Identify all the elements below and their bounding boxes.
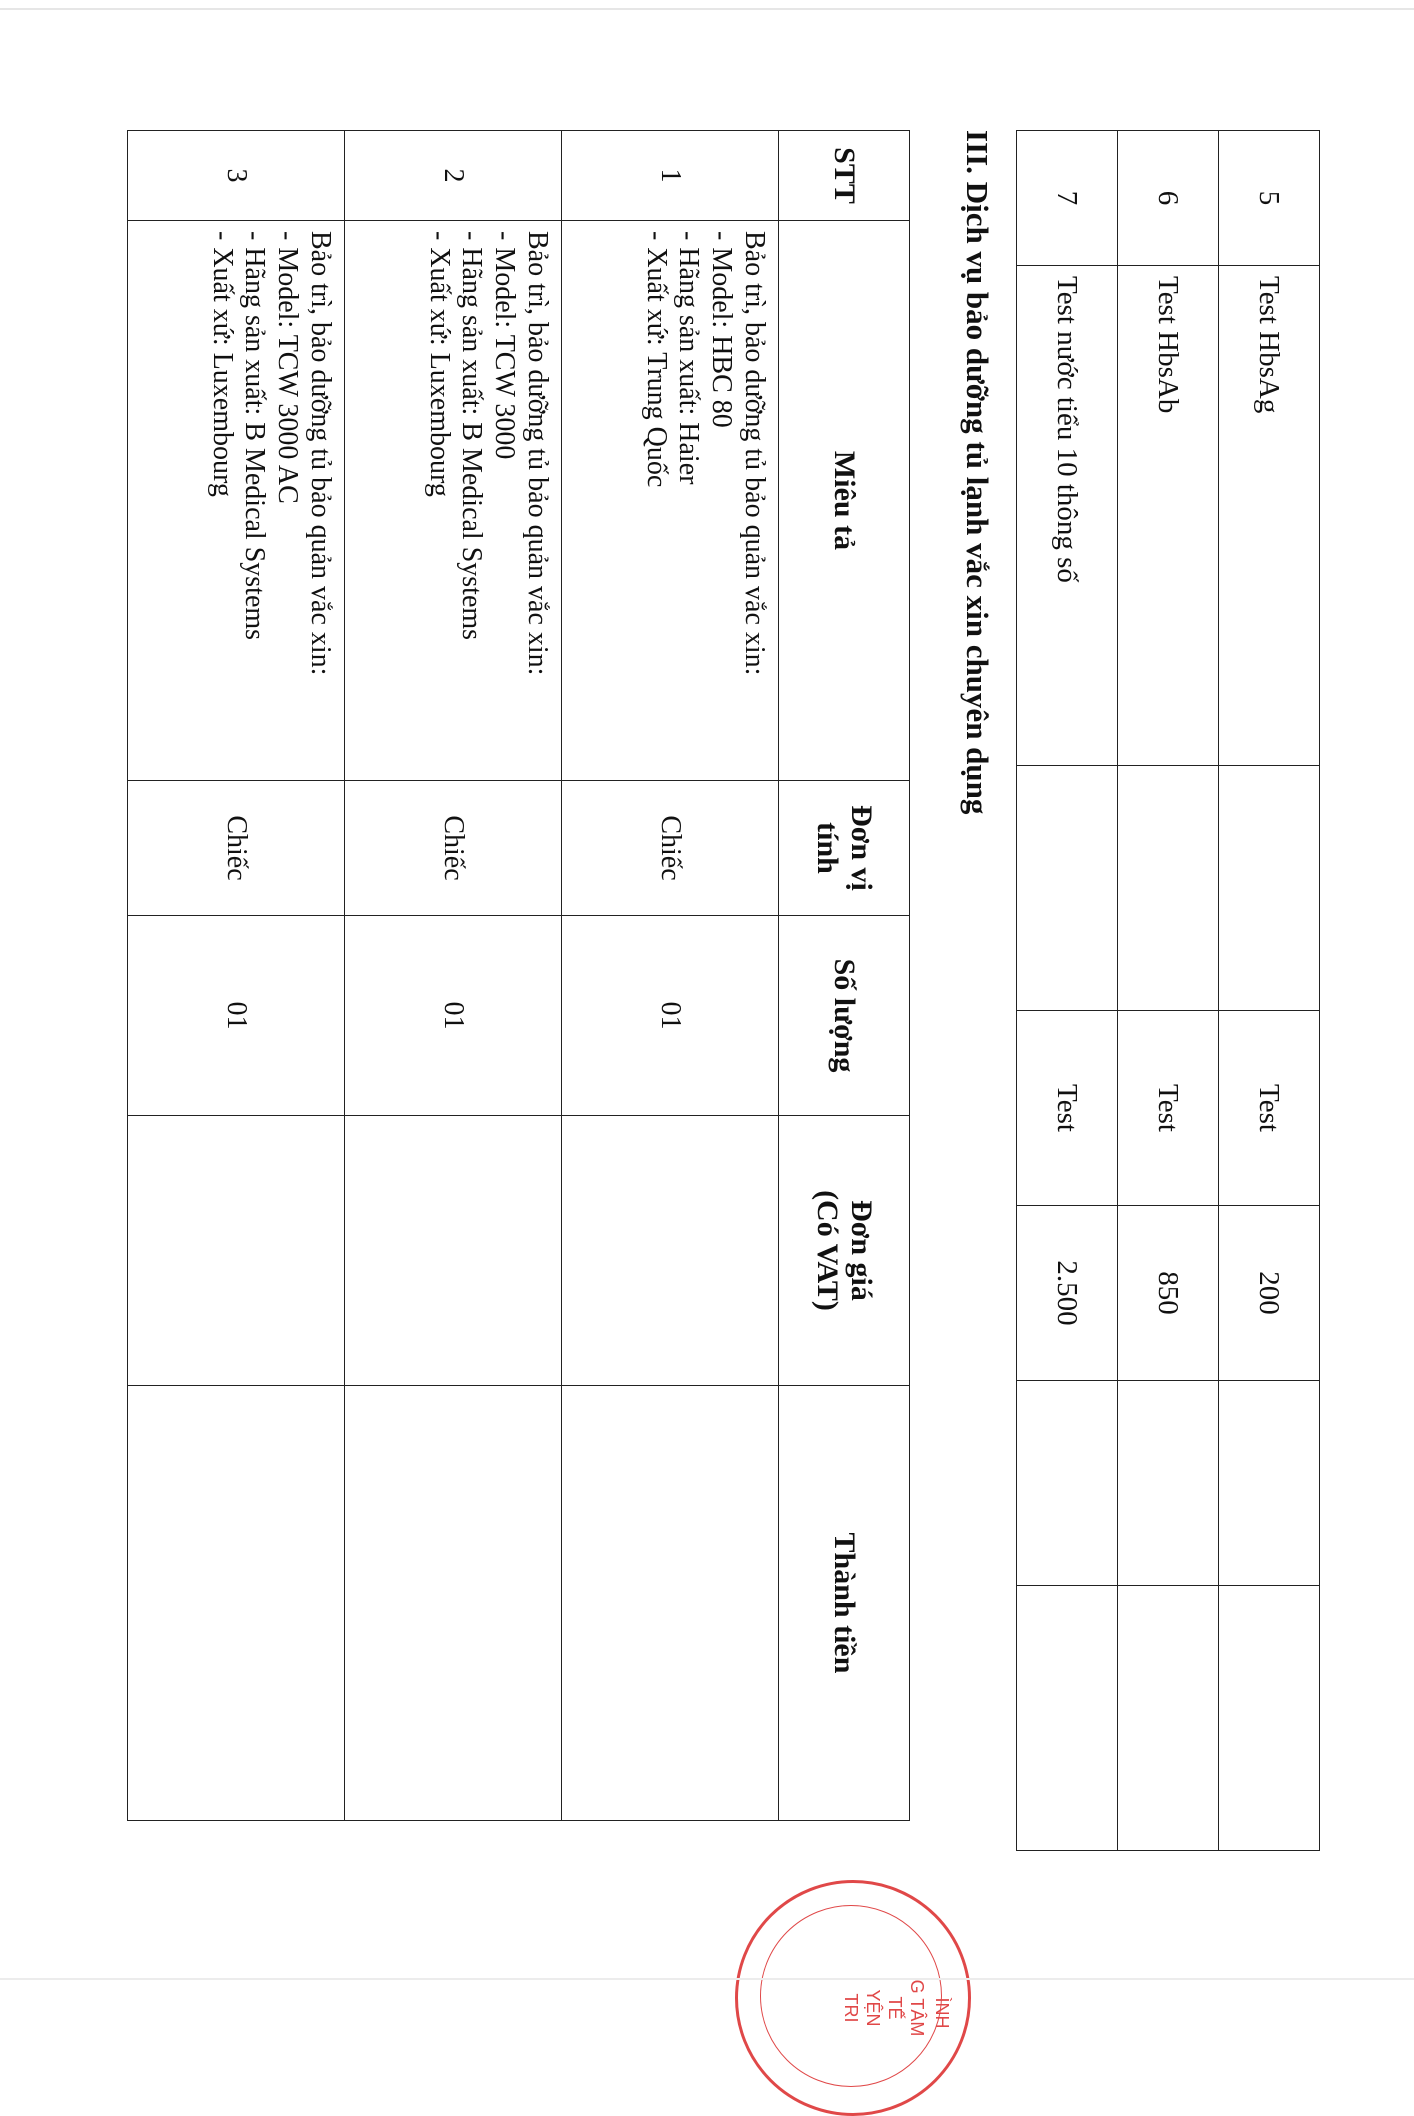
row-unit: Chiếc [345,781,562,916]
row-price [562,1116,779,1386]
header-unit-line1: Đơn vị [845,805,879,891]
table-header-row [779,131,910,1821]
row-total [1017,1586,1118,1851]
row-total [562,1386,779,1821]
header-price-line1: Đơn giá [845,1200,879,1301]
table-row [1017,131,1118,1851]
row-unit: Test [1219,1011,1320,1206]
row-total [128,1386,345,1821]
row-price [1118,1381,1219,1586]
row-description [562,221,779,781]
row-description [128,221,345,781]
row-price [1017,1381,1118,1586]
row-unit: Chiếc [562,781,779,916]
row-stt: 3 [128,131,345,221]
row-unit: Chiếc [128,781,345,916]
stamp-text: YỆN [863,1989,883,2027]
desc-line: Bảo trì, bảo dưỡng tủ bảo quản vắc xin: [305,231,336,676]
row-name: Test nước tiểu 10 thông số [1017,266,1118,766]
scan-edge-top [0,8,1414,10]
desc-line: - Hãng sản xuất: B Medical Systems [239,231,271,641]
row-stt: 5 [1219,131,1320,266]
row-qty: 01 [128,916,345,1116]
table-row [562,131,779,1821]
header-unit-line2: tính [811,822,844,874]
desc-line: - Xuất xứ: Trung Quốc [640,231,672,488]
table-row [1219,131,1320,1851]
row-qty: 850 [1118,1206,1219,1381]
desc-line: - Model: TCW 3000 AC [272,231,304,504]
row-qty: 01 [345,916,562,1116]
table-row [345,131,562,1821]
stamp-text: ÌNH [932,1997,952,2029]
header-unit-price [779,1116,910,1386]
row-name: Test HbsAg [1219,266,1320,766]
stamp-text: TẾ [885,1996,905,2020]
vaccine-fridge-service-table [127,130,910,1821]
stamp-text: G TÂM [907,1979,927,2037]
row-empty-cell [1219,766,1320,1011]
desc-line: - Model: HBC 80 [706,231,738,428]
row-price [1219,1381,1320,1586]
row-qty: 01 [562,916,779,1116]
row-total [345,1386,562,1821]
row-stt: 7 [1017,131,1118,266]
table-row [1118,131,1219,1851]
section-heading: III. Dịch vụ bảo dưỡng tủ lạnh vắc xin chuyên dụng [960,130,995,815]
row-description [345,221,562,781]
row-qty: 200 [1219,1206,1320,1381]
desc-line: - Xuất xứ: Luxembourg [206,231,238,497]
row-total [1219,1586,1320,1851]
desc-line: - Xuất xứ: Luxembourg [423,231,455,497]
previous-items-table [1016,130,1320,1851]
scan-edge-bottom [0,1978,1414,1980]
header-quantity: Số lượng [779,916,910,1116]
row-name: Test HbsAb [1118,266,1219,766]
stamp-text: TRI [841,1993,861,2023]
desc-line: Bảo trì, bảo dưỡng tủ bảo quản vắc xin: [522,231,553,676]
header-stt: STT [779,131,910,221]
table-row [128,131,345,1821]
header-total: Thành tiền [779,1386,910,1821]
row-empty-cell [1118,766,1219,1011]
row-stt: 1 [562,131,779,221]
desc-line: - Hãng sản xuất: B Medical Systems [456,231,488,641]
desc-line: - Model: TCW 3000 [489,231,521,460]
row-stt: 2 [345,131,562,221]
header-description: Miêu tả [779,221,910,781]
row-qty: 2.500 [1017,1206,1118,1381]
row-unit: Test [1017,1011,1118,1206]
desc-line: - Hãng sản xuất: Haier [673,231,705,485]
official-stamp [735,1880,971,2116]
desc-line: Bảo trì, bảo dưỡng tủ bảo quản vắc xin: [739,231,770,676]
rotated-content [50,130,1350,1850]
row-empty-cell [1017,766,1118,1011]
row-total [1118,1586,1219,1851]
header-unit [779,781,910,916]
row-price [345,1116,562,1386]
row-stt: 6 [1118,131,1219,266]
row-price [128,1116,345,1386]
header-price-line2: (Có VAT) [811,1190,844,1311]
row-unit: Test [1118,1011,1219,1206]
